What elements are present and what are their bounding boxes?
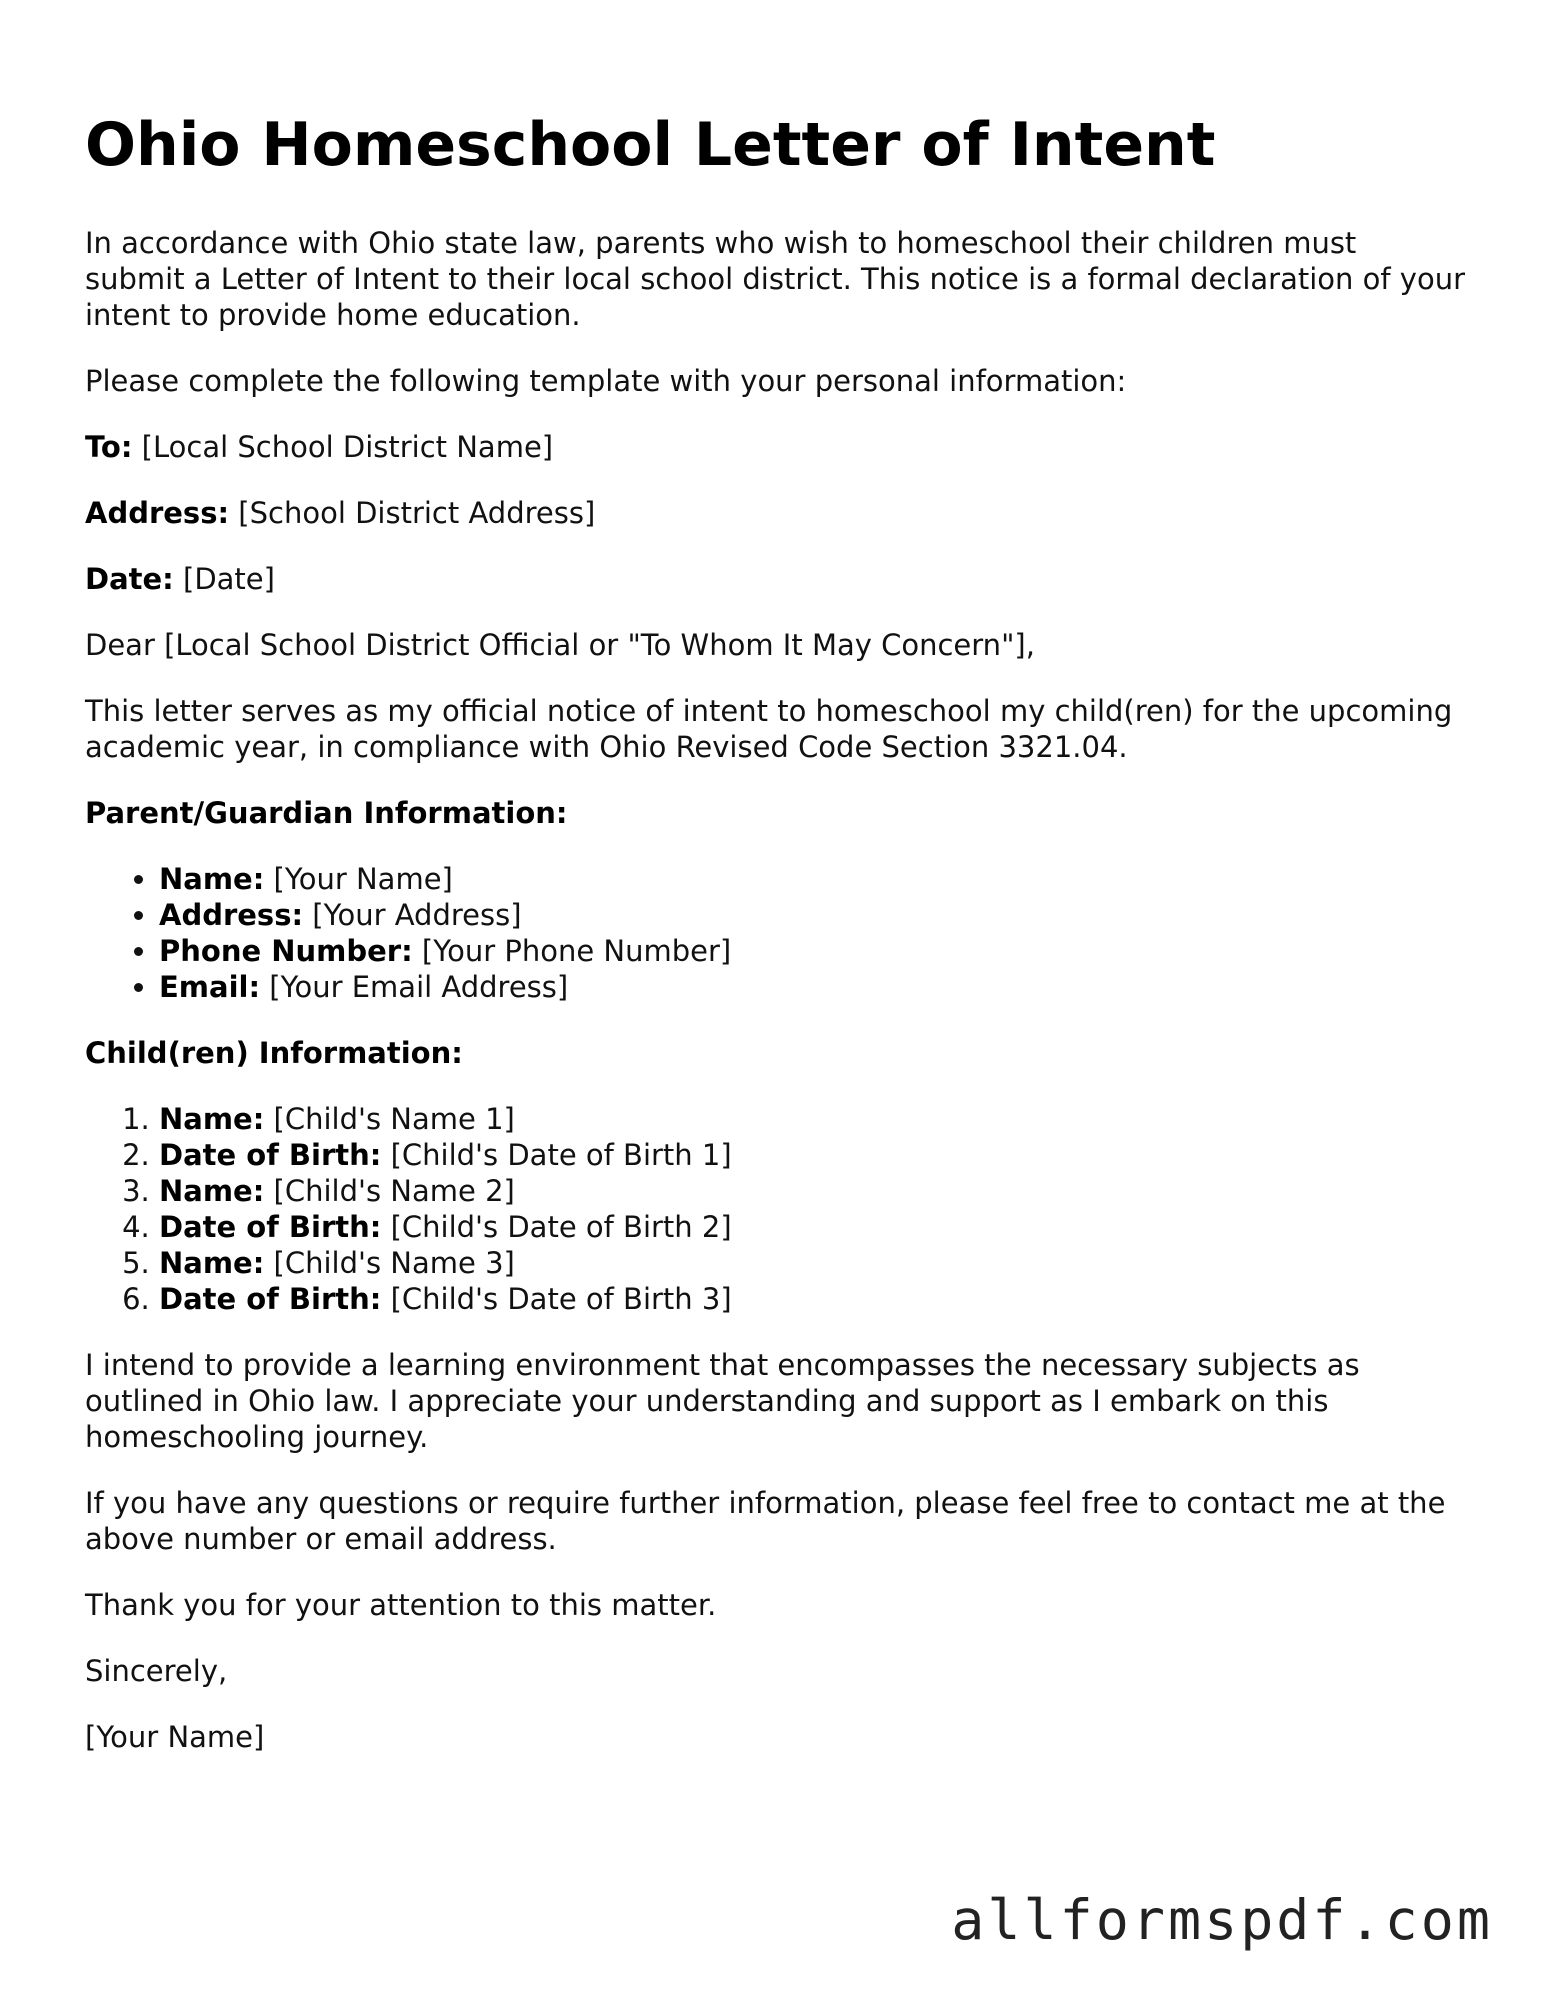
item-value: [Your Phone Number] xyxy=(421,934,732,968)
item-label: Name: xyxy=(159,1174,265,1208)
item-label: Date of Birth: xyxy=(159,1282,382,1316)
item-label: Name: xyxy=(159,1246,265,1280)
watermark: allformspdf.com xyxy=(951,1888,1493,1952)
list-item xyxy=(159,1245,1465,1281)
address-label: Address: xyxy=(85,496,230,530)
body-paragraph-2: I intend to provide a learning environment that encompasses the necessary subjects as outlined in Ohio law. I appreciate your understanding and support as I embark on this homeschooling journey. xyxy=(85,1348,1360,1454)
to-label: To: xyxy=(85,430,133,464)
item-value: [Your Email Address] xyxy=(269,970,569,1004)
parent-info-list xyxy=(85,861,1465,1005)
list-item xyxy=(159,1281,1465,1317)
item-label: Date of Birth: xyxy=(159,1138,382,1172)
intro-paragraph: In accordance with Ohio state law, parents who wish to homeschool their children must submit a Letter of Intent to their local school district. This notice is a formal declaration of your intent to provide home education. xyxy=(85,226,1465,332)
children-heading-text: Child(ren) Information: xyxy=(85,1036,463,1070)
thanks-line: Thank you for your attention to this matter. xyxy=(85,1588,717,1622)
item-value: [Child's Name 2] xyxy=(273,1174,515,1208)
closing-line: Sincerely, xyxy=(85,1654,228,1688)
address-value: [School District Address] xyxy=(238,496,596,530)
parent-heading xyxy=(85,795,1465,831)
list-item xyxy=(159,969,1465,1005)
item-label: Email: xyxy=(159,970,261,1004)
list-item xyxy=(159,1137,1465,1173)
list-item xyxy=(159,1101,1465,1137)
item-label: Address: xyxy=(159,898,304,932)
date-value: [Date] xyxy=(183,562,275,596)
document-page xyxy=(85,105,1465,1785)
item-label: Phone Number: xyxy=(159,934,413,968)
body-paragraph-1: This letter serves as my official notice of intent to homeschool my child(ren) for the upcoming academic year, in compliance with Ohio Revised Code Section 3321.04. xyxy=(85,694,1453,764)
instruction-paragraph: Please complete the following template with your personal information: xyxy=(85,364,1127,398)
list-item xyxy=(159,1173,1465,1209)
signature-line: [Your Name] xyxy=(85,1720,265,1754)
list-item xyxy=(159,897,1465,933)
address-field xyxy=(85,495,1465,531)
list-item xyxy=(159,861,1465,897)
parent-heading-text: Parent/Guardian Information: xyxy=(85,796,568,830)
salutation: Dear [Local School District Official or "To Whom It May Concern"], xyxy=(85,628,1035,662)
item-label: Name: xyxy=(159,1102,265,1136)
list-item xyxy=(159,933,1465,969)
document-title: Ohio Homeschool Letter of Intent xyxy=(85,110,1216,180)
item-value: [Child's Date of Birth 3] xyxy=(390,1282,732,1316)
children-heading xyxy=(85,1035,1465,1071)
item-value: [Child's Name 3] xyxy=(273,1246,515,1280)
item-value: [Your Address] xyxy=(312,898,522,932)
list-item xyxy=(159,1209,1465,1245)
date-label: Date: xyxy=(85,562,174,596)
item-label: Date of Birth: xyxy=(159,1210,382,1244)
to-value: [Local School District Name] xyxy=(141,430,554,464)
date-field xyxy=(85,561,1465,597)
to-field xyxy=(85,429,1465,465)
body-paragraph-3: If you have any questions or require further information, please feel free to contact me at the above number or email address. xyxy=(85,1486,1446,1556)
item-value: [Child's Date of Birth 2] xyxy=(390,1210,732,1244)
item-value: [Your Name] xyxy=(273,862,453,896)
children-info-list xyxy=(85,1101,1465,1317)
item-label: Name: xyxy=(159,862,265,896)
item-value: [Child's Date of Birth 1] xyxy=(390,1138,732,1172)
item-value: [Child's Name 1] xyxy=(273,1102,515,1136)
